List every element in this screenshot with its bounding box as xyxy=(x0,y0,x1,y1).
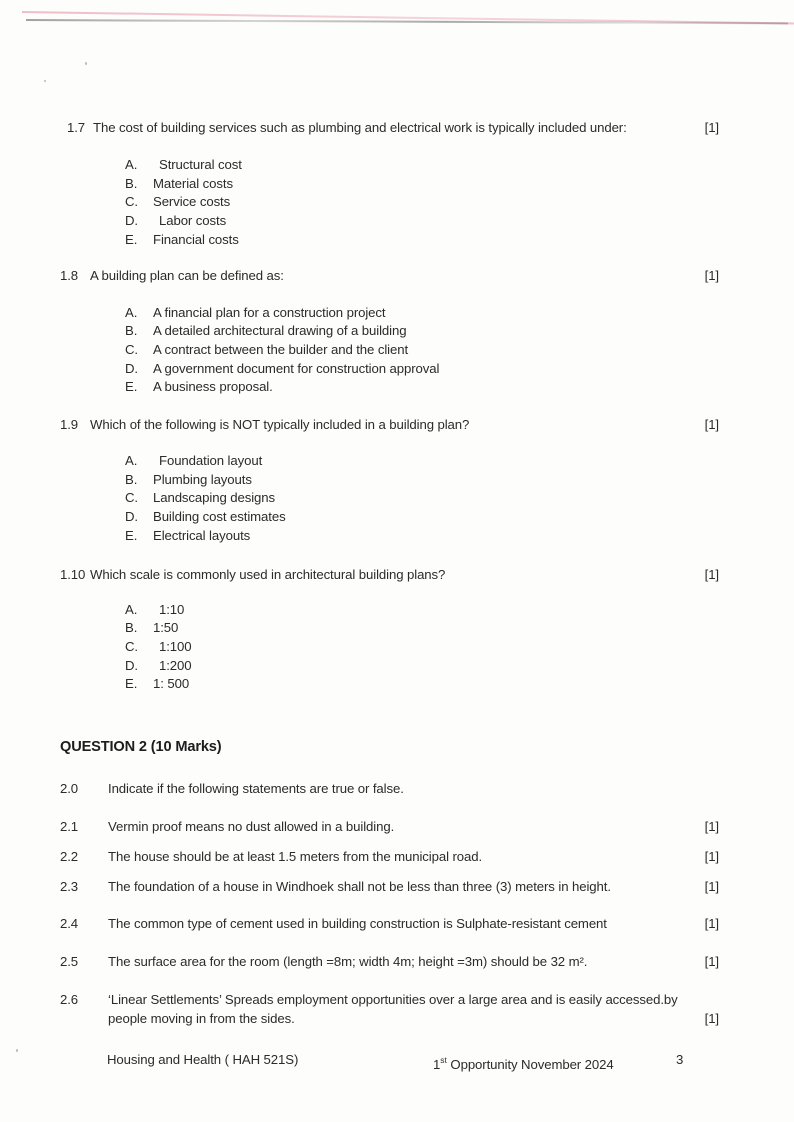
statement-number: 2.4 xyxy=(60,916,79,932)
section-heading-question-2: QUESTION 2 (10 Marks) xyxy=(60,739,222,756)
option-text: Labor costs xyxy=(159,213,227,229)
option xyxy=(125,322,719,341)
option-letter: E. xyxy=(125,379,138,395)
options-1-10 xyxy=(125,601,719,695)
statement-text: The house should be at least 1.5 meters from the municipal road. xyxy=(108,849,483,865)
statement-text: The surface area for the room (length =8m; width 4m; height =3m) should be 32 m². xyxy=(108,954,588,970)
option xyxy=(125,360,719,379)
statement-2-3 xyxy=(60,877,719,896)
option xyxy=(125,601,719,620)
footer-course: Housing and Health ( HAH 521S) xyxy=(107,1052,299,1067)
marks-badge: [1] xyxy=(704,849,719,865)
option-letter: B. xyxy=(125,620,138,636)
option-letter: A. xyxy=(125,304,138,320)
option xyxy=(125,657,719,676)
option-letter: A. xyxy=(125,453,138,469)
option-text: A business proposal. xyxy=(153,379,273,395)
option-letter: D. xyxy=(125,213,138,229)
option-letter: D. xyxy=(125,657,138,673)
statement-text: ‘Linear Settlements’ Spreads employment opportunities over a large area and is easily accessed.by people moving in from the sides. xyxy=(108,992,678,1027)
option-letter: C. xyxy=(125,638,138,654)
statement-2-6 xyxy=(60,990,719,1028)
option-letter: E. xyxy=(125,527,138,543)
option-text: 1:10 xyxy=(159,601,185,617)
footer-opportunity-ordinal: st xyxy=(440,1055,447,1065)
scan-speck xyxy=(44,80,46,82)
option xyxy=(125,452,719,471)
option-text: 1: 500 xyxy=(153,676,190,692)
option-letter: B. xyxy=(125,471,138,487)
footer-opportunity-number: 1 xyxy=(433,1057,441,1072)
option-letter: E. xyxy=(125,231,138,247)
option-letter: C. xyxy=(125,194,138,210)
option xyxy=(125,212,719,231)
option xyxy=(125,304,719,323)
statement-number: 2.3 xyxy=(60,879,79,895)
option xyxy=(125,489,719,508)
statement-text: The common type of cement used in building construction is Sulphate-resistant cement xyxy=(108,916,607,932)
question-number: 1.10 xyxy=(60,566,86,582)
option-text: Financial costs xyxy=(153,231,239,247)
option-text: Structural cost xyxy=(159,157,242,172)
option-text: A financial plan for a construction project xyxy=(153,304,386,320)
statement-2-0 xyxy=(60,779,719,798)
marks-badge: [1] xyxy=(704,954,719,970)
question-1-8 xyxy=(60,267,719,285)
marks-badge: [1] xyxy=(704,819,719,835)
marks-badge: [1] xyxy=(704,267,719,283)
options-1-8 xyxy=(125,304,719,398)
option xyxy=(125,471,719,490)
option xyxy=(125,619,719,638)
page-footer xyxy=(0,1051,794,1071)
option-letter: B. xyxy=(125,323,138,339)
option xyxy=(125,231,719,250)
statement-number: 2.2 xyxy=(60,849,79,865)
option-text: Material costs xyxy=(153,175,233,191)
option-text: 1:100 xyxy=(159,638,192,654)
footer-opportunity-rest: Opportunity November 2024 xyxy=(446,1057,614,1072)
question-number: 1.9 xyxy=(60,417,79,433)
option-text: 1:50 xyxy=(153,620,179,636)
option-letter: A. xyxy=(125,157,138,172)
option-letter: C. xyxy=(125,341,138,357)
option-text: Plumbing layouts xyxy=(153,471,252,487)
statement-text: Indicate if the following statements are true or false. xyxy=(108,781,404,797)
question-number: 1.7 xyxy=(67,120,86,135)
option-letter: C. xyxy=(125,490,138,506)
statement-2-1 xyxy=(60,817,719,836)
option xyxy=(125,378,719,397)
question-1-7 xyxy=(60,119,719,137)
option xyxy=(125,527,719,546)
option-text: Landscaping designs xyxy=(153,490,276,506)
option-letter: D. xyxy=(125,509,138,525)
statement-text: The foundation of a house in Windhoek shall not be less than three (3) meters in height. xyxy=(108,879,611,895)
option xyxy=(125,175,719,194)
question-text: The cost of building services such as plumbing and electrical work is typically included under: xyxy=(93,120,627,135)
option-text: Building cost estimates xyxy=(153,509,286,525)
marks-badge: [1] xyxy=(704,566,719,582)
option xyxy=(125,156,719,175)
option-letter: A. xyxy=(125,601,138,617)
option-text: Electrical layouts xyxy=(153,527,251,543)
scan-speck xyxy=(85,62,87,65)
marks-badge: [1] xyxy=(704,1011,719,1027)
marks-badge: [1] xyxy=(704,120,719,135)
option-text: A detailed architectural drawing of a building xyxy=(153,323,407,339)
statement-2-2 xyxy=(60,847,719,866)
question-text: Which of the following is NOT typically included in a building plan? xyxy=(90,417,470,433)
marks-badge: [1] xyxy=(704,916,719,932)
option-text: Service costs xyxy=(153,194,231,210)
marks-badge: [1] xyxy=(704,417,719,433)
option xyxy=(125,193,719,212)
option xyxy=(125,638,719,657)
question-text: Which scale is commonly used in architectural building plans? xyxy=(90,566,446,582)
option xyxy=(125,508,719,527)
option-letter: D. xyxy=(125,360,138,376)
statement-2-4 xyxy=(60,914,719,933)
footer-opportunity xyxy=(433,1051,614,1074)
question-1-10 xyxy=(60,566,719,584)
option-letter: B. xyxy=(125,175,138,191)
question-text: A building plan can be defined as: xyxy=(90,267,284,283)
question-1-9 xyxy=(60,416,719,434)
option-letter: E. xyxy=(125,676,138,692)
question-number: 1.8 xyxy=(60,267,79,283)
option xyxy=(125,341,719,360)
options-1-7 xyxy=(125,156,719,250)
option-text: Foundation layout xyxy=(159,453,263,469)
statement-number: 2.1 xyxy=(60,819,79,835)
marks-badge: [1] xyxy=(704,879,719,895)
statement-2-5 xyxy=(60,952,719,971)
option xyxy=(125,675,719,694)
option-text: A government document for construction approval xyxy=(153,360,440,376)
statement-number: 2.5 xyxy=(60,954,79,970)
option-text: 1:200 xyxy=(159,657,192,673)
footer-page-number: 3 xyxy=(676,1052,684,1067)
options-1-9 xyxy=(125,452,719,546)
statement-number: 2.6 xyxy=(60,992,79,1008)
statement-number: 2.0 xyxy=(60,781,79,797)
statement-text: Vermin proof means no dust allowed in a building. xyxy=(108,819,395,835)
option-text: A contract between the builder and the client xyxy=(153,341,409,357)
